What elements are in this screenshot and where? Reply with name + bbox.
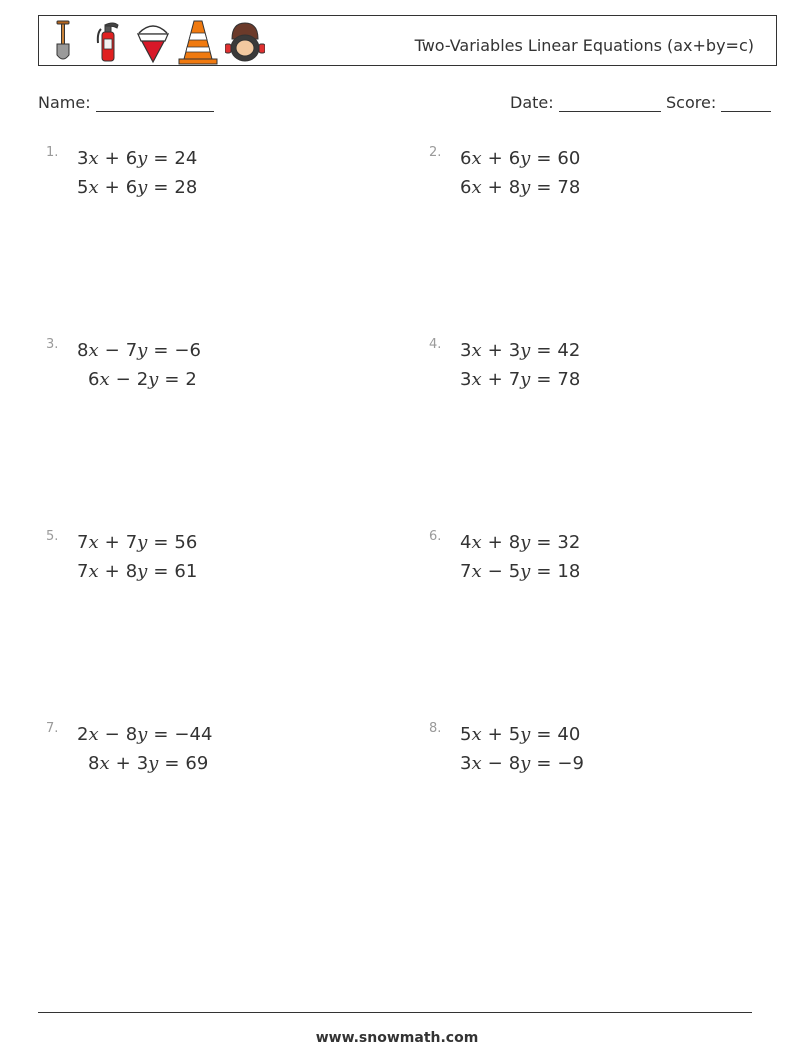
var-x: x [471, 561, 482, 582]
problem-number: 4. [429, 337, 442, 352]
equals-sign: = [164, 753, 180, 774]
operator: + [104, 177, 120, 198]
footer-divider [38, 1012, 752, 1013]
coef-b: 3 [136, 753, 149, 774]
equals-sign: = [536, 177, 552, 198]
operator: + [487, 148, 503, 169]
constant: 40 [557, 724, 581, 745]
coef-b: 8 [508, 532, 521, 553]
coef-b: 5 [508, 724, 521, 745]
name-label: Name: [38, 93, 91, 112]
var-y: y [520, 532, 531, 553]
constant: 78 [557, 369, 581, 390]
operator: − [104, 724, 120, 745]
equals-sign: = [536, 148, 552, 169]
operator: − [104, 340, 120, 361]
constant: 61 [174, 561, 198, 582]
var-x: x [88, 340, 99, 361]
operator: − [487, 561, 503, 582]
date-blank[interactable] [559, 94, 661, 112]
coef-a: 8 [77, 340, 89, 361]
operator: + [487, 369, 503, 390]
problem-number: 2. [429, 145, 442, 160]
constant: −9 [557, 753, 584, 774]
var-y: y [137, 340, 148, 361]
var-x: x [88, 177, 99, 198]
constant: 24 [174, 148, 198, 169]
date-field [510, 93, 661, 112]
operator: + [115, 753, 131, 774]
var-x: x [99, 369, 110, 390]
var-x: x [88, 561, 99, 582]
equation-2 [460, 753, 584, 774]
var-y: y [520, 369, 531, 390]
operator: + [487, 724, 503, 745]
coef-b: 8 [125, 561, 138, 582]
var-y: y [520, 753, 531, 774]
coef-a: 4 [460, 532, 472, 553]
var-y: y [137, 561, 148, 582]
coef-a: 3 [460, 369, 472, 390]
coef-b: 7 [125, 340, 138, 361]
equals-sign: = [536, 369, 552, 390]
equation-1 [77, 340, 201, 361]
coef-b: 8 [508, 753, 521, 774]
operator: − [487, 753, 503, 774]
score-label: Score: [666, 93, 717, 112]
equals-sign: = [153, 724, 169, 745]
shovel-icon [53, 19, 73, 63]
var-y: y [520, 177, 531, 198]
var-x: x [471, 177, 482, 198]
equation-2 [77, 177, 197, 198]
operator: − [115, 369, 131, 390]
operator: + [104, 148, 120, 169]
constant: 28 [174, 177, 198, 198]
var-x: x [471, 148, 482, 169]
equation-2 [77, 561, 197, 582]
coef-a: 5 [77, 177, 89, 198]
coef-a: 3 [77, 148, 89, 169]
constant: 42 [557, 340, 581, 361]
var-x: x [471, 724, 482, 745]
equals-sign: = [153, 148, 169, 169]
equation-1 [460, 532, 580, 553]
footer-url: www.snowmath.com [315, 1030, 479, 1046]
var-y: y [520, 561, 531, 582]
equals-sign: = [153, 532, 169, 553]
var-x: x [471, 369, 482, 390]
date-label: Date: [510, 93, 554, 112]
coef-b: 8 [508, 177, 521, 198]
equation-1 [460, 340, 580, 361]
equation-2 [88, 369, 197, 390]
var-x: x [471, 340, 482, 361]
var-x: x [88, 532, 99, 553]
coef-b: 6 [125, 148, 138, 169]
coef-a: 7 [460, 561, 472, 582]
score-field [666, 93, 771, 112]
equals-sign: = [536, 561, 552, 582]
var-x: x [471, 753, 482, 774]
coef-b: 2 [136, 369, 149, 390]
operator: + [487, 532, 503, 553]
fire-bucket-icon [135, 19, 171, 65]
coef-a: 5 [460, 724, 472, 745]
problem-number: 8. [429, 721, 442, 736]
equals-sign: = [536, 532, 552, 553]
gas-mask-icon [225, 19, 265, 65]
coef-b: 3 [508, 340, 521, 361]
constant: 18 [557, 561, 581, 582]
coef-b: 7 [508, 369, 521, 390]
operator: + [104, 561, 120, 582]
var-y: y [137, 532, 148, 553]
constant: 32 [557, 532, 581, 553]
var-y: y [137, 177, 148, 198]
constant: 69 [185, 753, 209, 774]
coef-a: 2 [77, 724, 89, 745]
coef-a: 7 [77, 561, 89, 582]
equation-1 [460, 148, 580, 169]
equation-2 [88, 753, 208, 774]
problem-number: 7. [46, 721, 59, 736]
var-y: y [137, 724, 148, 745]
equation-1 [77, 148, 197, 169]
name-blank[interactable] [96, 94, 214, 112]
var-y: y [148, 369, 159, 390]
problem-number: 6. [429, 529, 442, 544]
constant: −6 [174, 340, 201, 361]
coef-a: 6 [88, 369, 100, 390]
worksheet-header [38, 15, 777, 66]
operator: + [104, 532, 120, 553]
problem-number: 3. [46, 337, 59, 352]
var-y: y [137, 148, 148, 169]
equals-sign: = [153, 561, 169, 582]
traffic-cone-icon [177, 19, 219, 65]
problem-number: 1. [46, 145, 59, 160]
equation-2 [460, 561, 580, 582]
var-x: x [88, 148, 99, 169]
constant: 2 [185, 369, 197, 390]
equals-sign: = [153, 177, 169, 198]
coef-b: 6 [125, 177, 138, 198]
equation-1 [77, 724, 212, 745]
worksheet-title: Two-Variables Linear Equations (ax+by=c) [414, 36, 754, 55]
coef-b: 5 [508, 561, 521, 582]
equals-sign: = [536, 724, 552, 745]
equals-sign: = [164, 369, 180, 390]
coef-a: 3 [460, 340, 472, 361]
equation-1 [77, 532, 197, 553]
operator: + [487, 340, 503, 361]
equation-1 [460, 724, 580, 745]
constant: 60 [557, 148, 581, 169]
coef-b: 6 [508, 148, 521, 169]
equation-2 [460, 177, 580, 198]
equation-2 [460, 369, 580, 390]
var-x: x [88, 724, 99, 745]
var-x: x [99, 753, 110, 774]
coef-b: 8 [125, 724, 138, 745]
coef-a: 7 [77, 532, 89, 553]
constant: −44 [174, 724, 213, 745]
equals-sign: = [536, 753, 552, 774]
fire-extinguisher-icon [95, 19, 121, 63]
problem-number: 5. [46, 529, 59, 544]
equals-sign: = [153, 340, 169, 361]
var-y: y [520, 340, 531, 361]
equals-sign: = [536, 340, 552, 361]
coef-a: 3 [460, 753, 472, 774]
operator: + [487, 177, 503, 198]
coef-a: 6 [460, 148, 472, 169]
var-y: y [148, 753, 159, 774]
coef-b: 7 [125, 532, 138, 553]
score-blank[interactable] [721, 94, 771, 112]
var-x: x [471, 532, 482, 553]
var-y: y [520, 724, 531, 745]
coef-a: 8 [88, 753, 100, 774]
name-field [38, 93, 214, 112]
constant: 78 [557, 177, 581, 198]
var-y: y [520, 148, 531, 169]
coef-a: 6 [460, 177, 472, 198]
constant: 56 [174, 532, 198, 553]
